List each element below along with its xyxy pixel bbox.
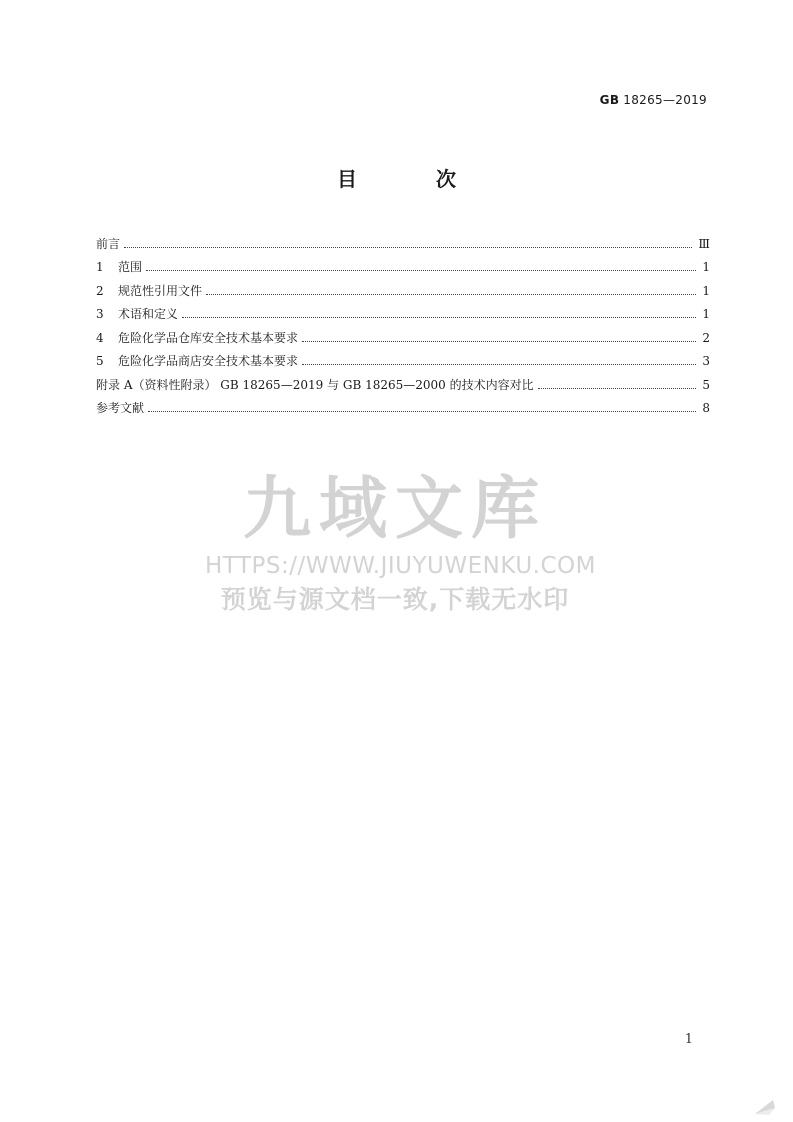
watermark-tagline: 预览与源文档一致,下载无水印 [220, 585, 570, 614]
toc-entry-number: 4 [96, 330, 104, 345]
toc-entry-terms-definitions[interactable] [96, 298, 710, 322]
watermark-logo: 九域文库 [242, 470, 547, 549]
toc-entry-label: 前言 [96, 236, 121, 251]
toc-entry-warehouse-requirements[interactable] [96, 321, 710, 345]
toc-leader-dots [538, 387, 696, 389]
toc-entry-page: 5 [702, 377, 710, 392]
table-of-contents [96, 227, 710, 415]
toc-leader-dots [148, 410, 696, 412]
toc-entry-number: 1 [96, 260, 104, 274]
toc-entry-number: 2 [96, 283, 104, 298]
toc-entry-appendix-a[interactable] [96, 368, 710, 392]
toc-entry-bibliography[interactable] [96, 392, 710, 416]
toc-entry-number: 3 [96, 307, 104, 321]
toc-entry-number: 5 [96, 354, 104, 368]
toc-leader-dots [302, 363, 696, 365]
toc-leader-dots [182, 316, 696, 318]
toc-entry-label: 危险化学品商店安全技术基本要求 [118, 354, 299, 368]
toc-leader-dots [146, 269, 696, 271]
toc-entry-page: 1 [702, 307, 710, 321]
toc-title: 目 次 [337, 167, 492, 191]
watermark [205, 470, 596, 618]
toc-entry-page: 2 [702, 330, 710, 345]
toc-entry-page: 1 [702, 283, 710, 298]
toc-entry-normative-references[interactable] [96, 274, 710, 298]
toc-entry-page: 1 [702, 260, 710, 274]
toc-entry-store-requirements[interactable] [96, 345, 710, 369]
toc-leader-dots [206, 293, 696, 295]
page-curl-icon [751, 1098, 777, 1116]
toc-entry-scope[interactable] [96, 251, 710, 275]
standard-prefix: GB [599, 93, 620, 107]
toc-entry-label: 范围 [118, 260, 143, 274]
watermark-url: HTTPS://WWW.JIUYUWENKU.COM [205, 553, 596, 579]
toc-entry-label: 参考文献 [96, 401, 145, 415]
toc-entry-page: 8 [702, 401, 710, 415]
toc-leader-dots [124, 246, 692, 248]
toc-entry-label: 附录 A（资料性附录） GB 18265—2019 与 GB 18265—2000 的技术内容对比 [96, 377, 534, 392]
toc-entry-label: 危险化学品仓库安全技术基本要求 [118, 330, 299, 345]
toc-leader-dots [302, 340, 696, 342]
standard-number: 18265—2019 [623, 93, 707, 107]
page-number: 1 [684, 1032, 693, 1047]
toc-entry-page: Ⅲ [698, 236, 710, 251]
toc-entry-label: 规范性引用文件 [118, 283, 203, 298]
toc-entry-label: 术语和定义 [118, 307, 179, 321]
standard-code [600, 93, 707, 107]
toc-entry-foreword[interactable] [96, 227, 710, 251]
toc-entry-page: 3 [702, 354, 710, 368]
